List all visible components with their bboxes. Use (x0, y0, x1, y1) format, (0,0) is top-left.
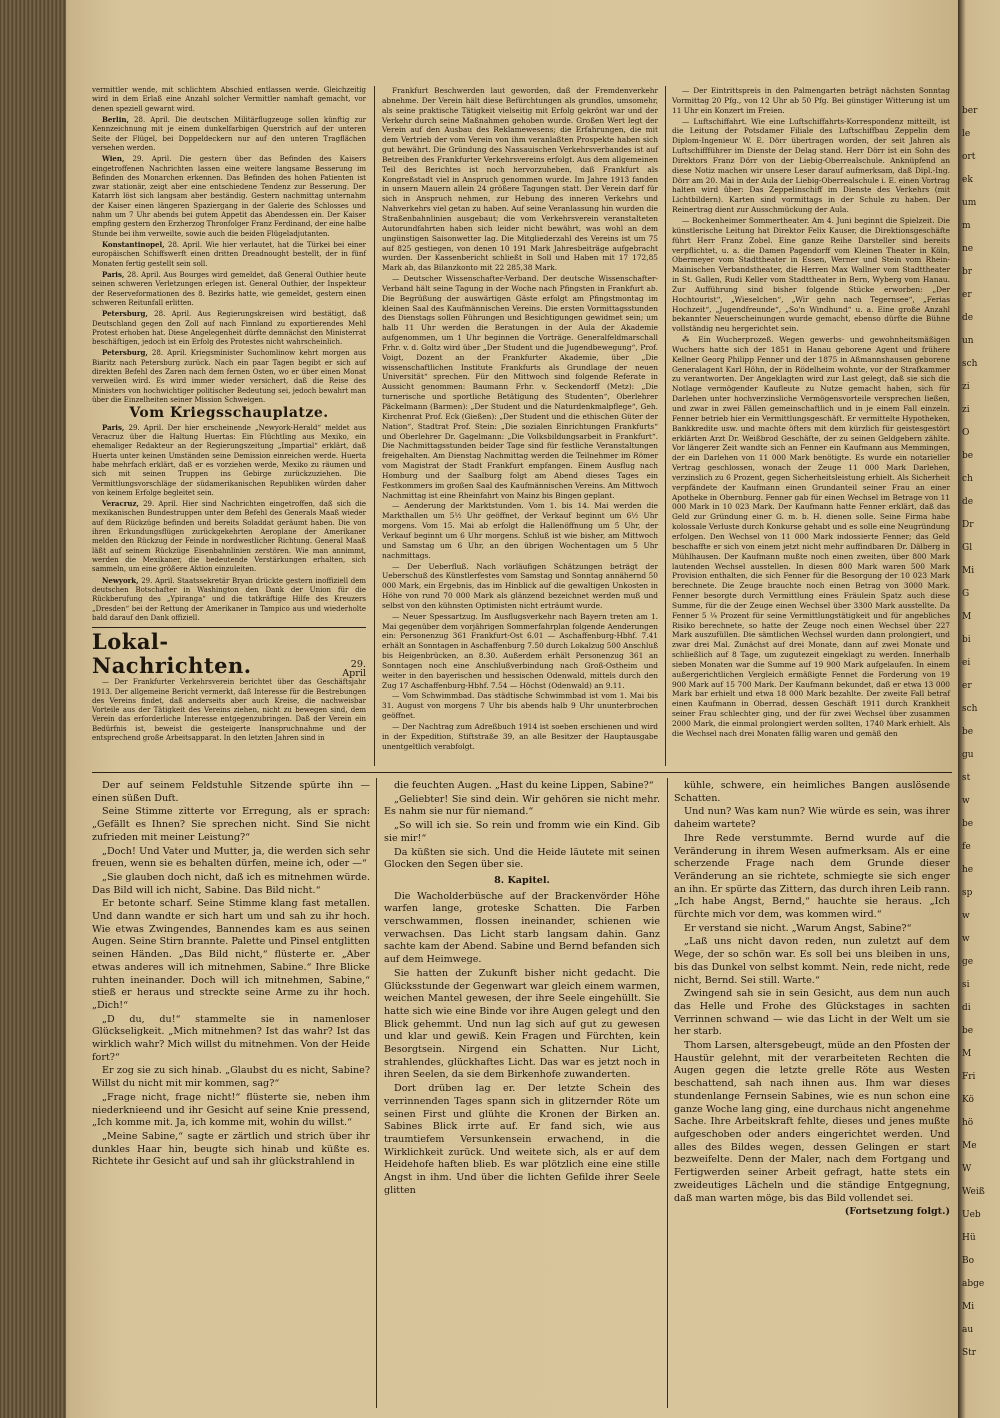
edge-fragment: w (962, 796, 970, 806)
edge-fragment: Dr (962, 520, 974, 530)
news-text: 28. April. Die deutschen Militärflugzeuge sollen künftig zur Kennzeichnung mit je einem dunkelfarbigen Querstrich auf der unteren Seite der Flügel, bei Doppeldeckern nur auf den unteren Tragflächen versehen werden. (92, 115, 366, 152)
news-text: 28. April. Wie hier verlautet, hat die Türkei bei einer europäischen Schiffswerft einen dritten Dreadnought bestellt, der in fünf Monaten fertig gestellt sein soll. (92, 241, 366, 268)
edge-fragment: he (962, 865, 974, 875)
news-text: 29. April. Der hier erscheinende „Newyork-Herald“ meldet aus Veracruz über die Haltung Huertas: Ein Flüchtling aus Mexiko, ein ehemaliger Redakteur an der Regierungszeitung „Impartial“ erklärt, daß Huerta unter keinen Umständen seine Demission einreichen werde. Huerta habe mehrfach erklärt, daß er es vorziehen werde, Mexiko zu räumen und sich mit seinen Truppen ins Gebirge zurückzuziehen. Die Vermittlungsvorschläge der südamerikanischen Republiken würden daher von keinem Erfolge begleitet sein. (92, 423, 366, 497)
edge-fragment: ei (962, 658, 971, 668)
edge-fragment: be (962, 727, 974, 737)
article-paragraph: — Aenderung der Marktstunden. Vom 1. bis 14. Mai werden die Markthallen um 5½ Uhr geöffnet, der Verkauf beginnt um 6½ Uhr morgens. Vom 15. Mai ab erfolgt die Hallenöffnung um 5 Uhr, der Verkauf beginnt um 6 Uhr morgens. Schluß ist wie bisher, am Mittwoch und Samstag um 6 Uhr, an den übrigen Wochentagen um 5 Uhr nachmittags. (382, 501, 658, 560)
news-items-telegrams (92, 86, 366, 405)
feuilleton-middle-part2 (384, 891, 660, 1198)
novel-paragraph: „Meine Sabine,“ sagte er zärtlich und strich über ihr dunkles Haar hin, beugte sich hinab und küßte es. Richtete ihr Gesicht auf und sah ihr glückstrahlend in (92, 1130, 370, 1168)
novel-paragraph: „Frage nicht, frage nicht!“ flüsterte sie, neben ihm niederknieend und ihr Gesicht auf seine Knie pressend, „Ich komme mit. Ja, ich komme mit, wohin du willst.“ (92, 1091, 370, 1129)
edge-fragment: au (962, 1325, 974, 1335)
feuilleton-right (674, 780, 950, 1219)
column-divider (374, 86, 375, 766)
feuilleton-left (92, 780, 370, 1170)
article-paragraph: — Der Nachtrag zum Adreßbuch 1914 ist soeben erschienen und wird in der Expedition, Stiftstraße 39, an alle Besitzer der Hauptausgabe unentgeltlich verabfolgt. (382, 722, 658, 751)
edge-fragment: be (962, 451, 974, 461)
edge-fragment: di (962, 1003, 971, 1013)
news-dateline: Petersburg, (102, 348, 148, 358)
novel-paragraph: Zwingend sah sie in sein Gesicht, aus dem nun auch das Helle und Frohe des Glückstages in sachten Verrinnen schwand — wie das Licht in der Welt um sie her starb. (674, 988, 950, 1038)
news-dateline: Wien, (102, 154, 125, 164)
news-text: 29. April. Staatssekretär Bryan drückte gestern inoffiziell dem deutschen Botschafter in Washington den Dank der Union für die Rückberufung des „Ypiranga“ und die tatkräftige Hilfe des Kreuzers „Dresden“ bei der Rettung der Amerikaner in Tampico aus und wiederholte bald darauf den Dank offiziell. (92, 576, 366, 622)
edge-fragment: Fri (962, 1072, 976, 1082)
edge-fragment: ch (962, 474, 973, 484)
column-divider (665, 86, 666, 766)
edge-fragment: st (962, 773, 971, 783)
novel-paragraph: Er betonte scharf. Seine Stimme klang fast metallen. Und dann wandte er sich hart um und sah zu ihr hoch. Wie etwas Zwingendes, Bannendes kam es aus seinen Augen. Seine Stirn brannte. Palette und Pinsel entglitten seinen Händen. „Das Bild nicht,“ flüsterte er. „Aber etwas anderes will ich mitnehmen, Sabine.“ Ihre Blicke ruhten ineinander. Doch will ich mitnehmen, Sabine,“ stieß er heraus und streckte seine Arme zu ihr hoch. „Dich!“ (92, 898, 370, 1011)
column-top-middle (382, 86, 658, 753)
article-paragraph: — Neuer Spessartzug. Im Ausflugsverkehr nach Bayern treten am 1. Mai gegenüber dem vorjährigen Sommerfahrplan folgende Aenderungen ein: Personenzug 361 Frankfurt-Ost 6.01 — Aschaffenburg-Hbhf. 7.41 erhält an Sonntagen in Aschaffenburg 7.50 durch Lokalzug 500 Anschluß bis Heigenbrücken, an 8.30. Außerdem erhält Personenzug 361 an Sonntagen noch eine Anschlußverbindung nach Groß-Ostheim und weiter in den bayerischen und hessischen Odenwald, mittels durch den Zug 17 Aschaffenburg-Hbhf. 7.54 — Höchst (Odenwald) an 9.11. (382, 611, 659, 690)
news-dateline: Newyork, (102, 575, 139, 585)
novel-paragraph: „Doch! Und Vater und Mutter, ja, die werden sich sehr freuen, wenn sie es behalten dürfen, meine ich, oder —“ (92, 845, 370, 870)
news-item (92, 270, 366, 308)
edge-fragment: abge (962, 1279, 985, 1289)
article-paragraph: — Vom Schwimmbad. Das städtische Schwimmbad ist vom 1. Mai bis 31. August von morgens 7 Uhr bis abends halb 9 Uhr ununterbrochen geöffnet. (382, 691, 658, 721)
edge-fragment: ge (962, 957, 974, 967)
edge-fragment: w (962, 934, 970, 944)
article-paragraph: — Bockenheimer Sommertheater. Am 4. Juni beginnt die Spielzeit. Die künstlerische Leitung hat Direktor Felix Kauser, die Direktionsgeschäfte führt Herr Franz Zobel. Eine ganze Reihe Darsteller sind bereits verpflichtet, u. a. die Damen Pagendorff vom Kleinen Theater in Köln, Obermeyer vom Stadttheater in Essen, Werner und Stein vom Rhein-Mainischen Verbandstheater, die Herren Max Wallner vom Stadttheater in St. Gallen, Rudi Keller vom Stadttheater in Bern, Wyberg vom Hanau. Zur Aufführung sind bisher folgende Stücke erworben: „Der Hochtourist“, „Wieselchen“, „Wir gehn nach Tegernsee“, „Ferias Hochzeit“, „Jugendfreunde“, „So'n Windhund“ u. a. Eine große Anzahl bekannter Neuerscheinungen wurde gemacht, ebenso dürfte die Bühne vollständig neu hergerichtet sein. (672, 215, 950, 334)
edge-fragment: sp (962, 888, 973, 898)
edge-fragment: er (962, 681, 972, 691)
edge-fragment: Me (962, 1141, 977, 1151)
novel-paragraph: Ihre Rede verstummte. Bernd wurde auf die Veränderung in ihrem Wesen aufmerksam. Als er eine scherzende Frage nach dem Grunde dieser Veränderung an sie richtete, schmiegte sie sich enger an ihn. Er spürte das Zittern, das durch ihren Leib rann. „Ich habe Angst, Bernd,“ hauchte sie heraus. „Ich fürchte mich vor dem, was kommen wird.“ (674, 832, 950, 921)
novel-paragraph: „Laß uns nicht davon reden, nun zuletzt auf dem Wege, der so schön war. Es soll bei uns bleiben in uns, bis das Dunkel von selbst kommt. Nein, rede nicht, rede nicht, Bernd. Sei still. Warte.“ (674, 936, 950, 986)
edge-fragment: sch (962, 704, 978, 714)
edge-fragment: gu (962, 750, 974, 760)
edge-fragment: br (962, 267, 973, 277)
news-item (92, 348, 366, 405)
edge-fragment: de (962, 313, 974, 323)
edge-fragment: be (962, 819, 974, 829)
article-paragraph: Frankfurt Beschwerden laut geworden, daß der Fremdenverkehr abnehme. Der Verein hält diese Befürchtungen als grundlos, umsomehr, als seine praktische Tätigkeit vielseitig mit Erfolg gekrönt war und der Verkehr durch seine Maßnahmen gehoben wurde. Großen Wert legt der Verein auf den Ausbau des Reklamewesens; die Erfahrungen, die mit dem Vertrieb der vom Verein von ihm veranlaßten Prospekte haben sich gut bewährt. Die Gründung des Nassauischen Verkehrsverbandes ist auf Betreiben des Frankfurter Verkehrsvereins erfolgt. Aus dem allgemeinen Teil des Berichtes ist noch hervorzuheben, daß Frankfurt als Kongreßstadt viel in Anspruch genommen wurde. Im Jahre 1913 fanden in unsern Mauern allein 24 größere Tagungen statt. Der Verein darf für sich in Anspruch nehmen, zur Hebung des inneren Verkehrs und Nahverkehrs viel getan zu haben. Auf seine Veranlassung hin wurden die Straßenbahnlinien ausgebaut; die vom Verkehrsverein veranstalteten Autorundfahrten haben sich leider nicht bewährt, was wohl an dem ungünstigen Saisonwetter lag. Die Mitgliederzahl des Vereins ist um 75 auf 825 gestiegen, von denen 10 191 Mark Jahresbeiträge aufgebracht wurden. Der Kassenbericht schließt in Soll und Haben mit 17 172,85 Mark ab, das Bilanzkonto mit 22 285,38 Mark. (382, 86, 658, 273)
novel-paragraph: Dort drüben lag er. Der letzte Schein des verrinnenden Tages spann sich in glitzernder Röte um seinen First und glühte die Kronen der Birken an. Sabines Blick irrte auf. Er fand sich, wie aus traumtiefem Versunkensein erwachend, in die Wirklichkeit zurück. Und weitete sich, als er auf dem Heidehofe haften blieb. Es war plötzlich eine eine stille Angst in ihm. Und über die lichten Gefilde ihrer Seele glitten (384, 1083, 660, 1196)
novel-paragraph: Er verstand sie nicht. „Warum Angst, Sabine?“ (684, 922, 912, 934)
edge-fragment: Mi (962, 1302, 975, 1312)
article-paragraph: — Der Eintrittspreis in den Palmengarten beträgt nächsten Sonntag Vormittag 20 Pfg., von 12 Uhr ab 50 Pfg. Bei günstiger Witterung ist um 11 Uhr ein Konzert im Freien. (672, 86, 950, 115)
edge-fragment: le (962, 129, 971, 139)
edge-fragment: ber (962, 106, 978, 116)
lokal-items (92, 678, 366, 743)
edge-fragment: de (962, 497, 974, 507)
edge-fragment: fe (962, 842, 971, 852)
war-heading: Vom Kriegsschauplatze. (129, 405, 329, 422)
news-item (92, 309, 366, 347)
feuilleton-middle-part1 (384, 780, 660, 872)
lokal-date: 29. April (342, 658, 366, 679)
feuilleton-middle (384, 780, 660, 1199)
book-binding (0, 0, 66, 1418)
edge-fragment: Hü (962, 1233, 976, 1243)
article-paragraph: — Der Ueberfluß. Nach vorläufigen Schätzungen beträgt der Ueberschuß des Künstlerfestes vom Samstag und Sonntag annähernd 50 000 Mark, ein Ergebnis, das im Hinblick auf die gewaltigen Unkosten in Höhe von rund 70 000 Mark als glänzend bezeichnet werden muß und selbst von den kühnsten Optimisten nicht erträumt wurde. (382, 561, 658, 610)
edge-fragment: er (962, 290, 972, 300)
column-top-left (92, 86, 366, 744)
news-item (92, 499, 366, 575)
news-item (92, 576, 366, 624)
novel-paragraph: Der auf seinem Feldstuhle Sitzende spürte ihn — einen süßen Duft. (92, 780, 370, 804)
edge-fragment: m (962, 221, 971, 231)
edge-fragment: Gl (962, 543, 973, 553)
news-dateline: Veracruz, (102, 499, 139, 509)
edge-fragment: Str (962, 1348, 977, 1358)
column-divider (376, 778, 377, 1408)
article-paragraph: ⁂ Ein Wucherprozeß. Wegen gewerbs- und gewohnheitsmäßigen Wuchers hatte sich der 1851 in Hanau geborene Agent und frühere Kellner Georg Philipp Fenner und der 1875 in Aßmannshausen geborene Generalagent Karl Höhn, der in Rödelheim wohnte, vor der Strafkammer zu verantworten. Der Angeklagten wird zur Last gelegt, daß sie sich die Notlage vermögender Kaufleute zu Nutze gemacht haben, sich für Darlehen unter hochverzinsliche Vermögensvorteile versprechen ließen, und zwar in zwei Fällen gemeinschaftlich und in je einem Fall einzeln. Fenner betrieb hier ein Vermittlungsgeschäft. Er vermittelte Hypotheken, Bankkredite usw. und machte öfters mit dem kürzlich für geistesgestört erklärten Arzt Dr. Weißbrod Geschäfte, der zu seinen Geldgebern zählte. Vor längerer Zeit wandte sich an Fenner ein Kaufmann aus Memmingen, der ein Darlehen von 11 000 Mark benötigte. Es wurde ein notarieller Vertrag geschlossen, wonach der Zeuge 11 000 Mark Darlehen, verzinslich zu 6 Prozent, gegen Sicherheitsleistung erhielt. Als Sicherheit verpfändete der Kaufmann einen Grundanteil seiner Frau an einer Apotheke in Obernburg. Fenner gab für einen Wechsel im Betrage von 11 000 Mark in 10 023 Mark. Der Kaufmann hatte Fenner erklärt, daß das Geld zur Gründung einer G. m. b. H. dienen solle. Seine Firma habe kolossale Verluste durch Konkurse gehabt und es solle eine Neugründung erfolgen. Den Wechsel von 11 000 Mark indossierte Fenner; das Geld beschaffte er sich von einem jetzt nicht mehr auffindbaren Dr. Dälberg in Mühlhausen. Der Kaufmann mußte noch einen zweiten, über 800 Mark lautenden Wechsel ausstellen. In diesen 800 Mark waren 500 Mark Provision enthalten, die sich Fenner für die Besorgung der 10 023 Mark berechnete. Die Zeuge brauchte noch einen Betrag von 3000 Mark. Fenner besorgte durch Vermittlung eines Fräulein Spatz auch diese Summe, für die der Zeuge einen Wechsel über 3300 Mark ausstellte. Da Fenner 5 ¼ Prozent für seine Vermittlungstätigkeit und für angebliches Risiko berechnete, so hatte der Zeuge noch einen Wechsel über 227 Mark auszufüllen. Die sämtlichen Wechsel wurden dann prolongiert, und zwar drei Mal. Zunächst auf drei Monate, dann auf zwei Monate und schließlich auf 8 Tage, um zugutezeit eingeklagt zu werden. Innerhalb sieben Monaten war die Summe auf 19 900 Mark aufgelaufen. In einem außergerichtlichen Vergleich ermäßigte Fennet die Forderung von 19 900 Mark auf 15 700 Mark. Der Kaufmann bekundet, daß er etwa 13 000 Mark bar erhielt und etwa 18 000 Mark bezahlte. Der zweite Fall betraf einen Kaufmann in Oberrad, dessen Geschäft 1911 durch Krankheit seiner Frau schlechter ging, und der für zwei Wechsel über zusammen 2000 Mark, die einmal prolongiert werden sollten, 1740 Mark erhielt. Als die Wechsel nach drei Monaten fällig waren und gemäß den (672, 335, 950, 738)
edge-fragment: W (962, 1164, 972, 1174)
edge-fragment: si (962, 980, 970, 990)
article-paragraph: — Luftschiffahrt. Wie eine Luftschiffahrts-Korrespondenz mitteilt, ist die Leitung der Potsdamer Filiale des Luftschiffbau Zeppelin dem Diplom-Ingenieur W. E. Dörr übertragen worden, der seit Jahren als Luftschiffführer im Dienste der Delag stand. Herr Dörr ist ein Sohn des Direktors Franz Dörr von der Liebig-Oberrealschule. Anknüpfend an diese Notiz machen wir unsere Leser darauf aufmerksam, daß Dipl.-Ing. Dörr am 20. Mai in der Aula der Liebig-Oberrealschule i. E. einen Vortrag halten wird über: Das Zeppelinschiff im Dienste des Verkehrs (mit Lichtbildern). Karten sind vormittags in der Schule zu haben. Der Reinertrag dient zur Ausschmückung der Aula. (672, 116, 950, 215)
edge-fragment: be (962, 1026, 974, 1036)
novel-paragraph: „Sie glauben doch nicht, daß ich es mitnehmen würde. Das Bild will ich nicht, Sabine. Das Bild nicht.“ (92, 871, 370, 896)
lokal-heading: Lokal-Nachrichten. (92, 629, 252, 679)
novel-paragraph: Die Wacholderbüsche auf der Brackenvörder Höhe warfen lange, groteske Schatten. Die Farben verschwammen, flossen ineinander, schienen wie verwachsen. Das Licht starb langsam dahin. Ganz sachte kam der Abend. Sabine und Bernd befanden sich auf dem Heimwege. (384, 890, 660, 966)
news-text: 28. April. Aus Regierungskreisen wird bestätigt, daß Deutschland gegen den Zoll auf nach Finnland zu exportierendes Mehl Protest erhoben hat. Diese Angelegenheit dürfte demnächst den Ministerrat beschäftigen, jedoch ist ein Erfolg des Protestes nicht wahrscheinlich. (92, 310, 366, 347)
novel-paragraph: die feuchten Augen. „Hast du keine Lippen, Sabine?“ (394, 780, 654, 791)
news-item (92, 423, 366, 499)
news-dateline: Petersburg, (102, 309, 148, 319)
news-text: 29. April. Hier sind Nachrichten eingetroffen, daß sich die mexikanischen Bundestruppen unter dem Befehl des Generals Maaß wieder auf dem Rückzüge befinden und bereits Soladdat geräumt haben. Die von ihren Erkundungsflügen zurückgekehrten Aeroplane der Amerikaner melden den Rückzug der Feinde in nordwestlicher Richtung. General Maaß läßt auf seinem Rückzüge Eisenbahnlinien zerstören. Wie man annimmt, werden die Mexikaner, die bedeutende Verstärkungen erhalten, sich sammeln, um eine größere Aktion einzuleiten. (92, 500, 366, 574)
war-news-items (92, 423, 366, 624)
next-page-fragments (962, 100, 1000, 1400)
edge-fragment: Ueb (962, 1210, 981, 1220)
edge-fragment: um (962, 198, 977, 208)
news-item (92, 240, 366, 269)
novel-paragraph: Thom Larsen, altersgebeugt, müde an den Pfosten der Haustür gelehnt, mit der verarbeiteten Rechten die Augen gegen die letzte grelle Röte aus Westen beschattend, sah nach ihnen aus. Ihm war dieses stundenlange Fernsein Sabines, wie es nun schon eine ganze Woche lang ging, eine durchaus nicht angenehme Sache. Ihre Arbeitskraft fehlte, dieses und jenes mußte aufgeschoben oder anders eingerichtet werden. Und alles des Bildes wegen, dessen Gelingen er start bezweifelte. Denn der Maler, nach dem Fortgang und Fertigwerden seiner Arbeit gefragt, hatte stets ein zweideutiges Lächeln und die ständige Entgegnung, daß man warten möge, bis das Bild vollendet sei. (674, 1040, 950, 1204)
news-text: vermittler wende, mit schlichtem Abschied entlassen werde. Gleichzeitig wird in dem Erlaß eine Anzahl solcher Vermittler namhaft gemacht, vor denen speziell gewarnt wird. (92, 86, 366, 113)
news-dateline: Paris, (102, 269, 125, 279)
edge-fragment: sch (962, 359, 978, 369)
edge-fragment: zi (962, 382, 970, 392)
edge-fragment: zi (962, 405, 970, 415)
novel-paragraph: „Geliebter! Sie sind dein. Wir gehören sie nicht mehr. Es nahm sie nur für niemand.“ (384, 793, 660, 818)
edge-fragment: Mi (962, 566, 975, 576)
edge-fragment: w (962, 911, 970, 921)
lokal-paragraph: — Der Frankfurter Verkehrsverein berichtet über das Geschäftsjahr 1913. Der allgemeine Bericht vermerkt, daß Interesse für die Bestrebungen des Vereins findet, daß anderseits aber auch Kreise, die nachweisbar Vorteile aus der Tätigkeit des Vereins ziehen, nicht zu bewegen sind, dem Verein das erforderliche Interesse entgegenzubringen. Daß der Verein ein Bedürfnis ist, beweist die gesteigerte Inanspruchnahme und der entsprechend große Arbeitsapparat. In den letzten Jahren sind in (92, 678, 366, 743)
edge-fragment: Weiß (962, 1187, 985, 1197)
article-paragraph: — Deutscher Wissenschafter-Verband. Der deutsche Wissenschafter-Verband hält seine Tagung in der Woche nach Pfingsten in Frankfurt ab. Die Begrüßung der auswärtigen Gäste erfolgt am Pfingstmontag im kleinen Saal des Kaufmännischen Vereins. Die ersten Vormittagsstunden des Dienstags sollen Führungen und Besichtigungen gewidmet sein; um halb 11 Uhr werden die Beratungen in der Aula der Akademie aufgenommen, um 1 Uhr beginnen die Vorträge. Generalfeldmarschall Frhr. v. d. Goltz wird über „Der Student und die Jugendbewegung“, Prof. Voigt, Dozent an der Frankfurter Akademie, über „Die wissenschaftlichen Institute Frankfurts als Grundlage der neuen Universität“ sprechen. Für den Mittwoch sind folgende Referate in Aussicht genommen: Baumann Frhr. v. Seckendorff (Metz): „Die turnerische und sportliche Betätigung des Studenten“, Oberlehrer Päckelmann (Barmen): „Der Student und die Naturdenkmalpflege“, Geh. Kirchenrat Prof. Eck (Gießen): „Der Student und die ethischen Güter der Nation“, Stadtrat Prof. Stein: „Die sozialen Einrichtungen Frankfurts“ und Oberlehrer Dr. Gagelmann: „Die Volksbildungsarbeit in Frankfurt“. Die Nachmittagsstunden beider Tage sind für festliche Veranstaltungen freigehalten. Am Dienstag Nachmittag werden die Teilnehmer im Römer vom Magistrat der Stadt Frankfurt empfangen. Einem Ausflug nach Homburg und der Saalburg folgt am Abend dieses Tages ein Festkommers im großen Saal des Kaufmännischen Vereins. Am Mittwoch Nachmittag ist eine Rheinfahrt von Mainz bis Bingen geplant. (382, 274, 658, 500)
news-text: 29. April. Die gestern über das Befinden des Kaisers eingetroffenen Nachrichten lassen eine weitere langsame Besserung im Befinden des Monarchen erkennen. Das Befinden des hohen Patienten ist zwar stationär, zeigt aber eine entschiedene Tendenz zur Besserung. Der Katarrh löst sich langsam aber beständig. Gestern nachmittag unternahm der Kaiser einen längeren Spaziergang in der Galerie des Schlosses und nahm um 7 Uhr abends bei gutem Appetit das Abendessen ein. Der Kaiser empfing gestern den Erzherzog Thronfolger Franz Ferdinand, der eine halbe Stunde bei ihm verweilte, sowie auch die beiden Flügeladjutanten. (92, 155, 367, 238)
novel-paragraph: Er zog sie zu sich hinab. „Glaubst du es nicht, Sabine? Willst du nicht mit mir kommen, sag?“ (92, 1065, 370, 1090)
edge-fragment: O (962, 428, 970, 438)
novel-paragraph: „So will ich sie. So rein und fromm wie ein Kind. Gib sie mir!“ (384, 820, 660, 844)
feuilleton-rule (92, 772, 952, 773)
novel-paragraph: Sie hatten der Zukunft bisher nicht gedacht. Die Glücksstunde der Gegenwart war gleich einem warmen, weichen Mantel gewesen, der ihre Seele eingehüllt. Sie hatte sich wie eine Binde vor ihre Augen gelegt und den Blick gehemmt. Und nun lag sich auf gut zu gewesen und klar und gewiß. Kein Fragen und Fürchten, kein Besorgtsein. Nirgend ein Schatten. Nur Licht, strahlendes, glückhaftes Licht. Das war es jetzt noch in ihren Seelen, da sie dem Birkenhofe zuwanderten. (384, 967, 660, 1081)
column-divider (667, 778, 668, 1408)
section-rule (92, 627, 366, 628)
column-top-right (672, 86, 950, 740)
edge-fragment: ek (962, 175, 973, 185)
continuation-note: (Fortsetzung folgt.) (844, 1206, 950, 1218)
lokal-header (92, 630, 366, 678)
edge-fragment: Bo (962, 1256, 975, 1266)
news-item (92, 154, 366, 239)
edge-fragment: G (962, 589, 970, 599)
edge-fragment: un (962, 336, 974, 346)
edge-fragment: Kö (962, 1095, 974, 1105)
edge-fragment: bi (962, 635, 971, 645)
news-item (92, 115, 366, 153)
edge-fragment: ort (962, 152, 976, 162)
chapter-heading: 8. Kapitel. (494, 874, 550, 886)
novel-paragraph: „D du, du!“ stammelte sie in namenloser Glückseligkeit. „Mich mitnehmen? Ist das wahr? Ist das wirklich wahr? Mich willst du mitnehmen. Von der Heide fort?“ (92, 1013, 370, 1063)
news-item (92, 86, 366, 114)
edge-fragment: M (962, 612, 972, 622)
novel-paragraph: Und nun? Was kam nun? Wie würde es sein, was ihrer daheim wartete? (674, 806, 950, 831)
news-text: 28. April. Kriegsminister Suchomlinow kehrt morgen aus Biaritz nach Petersburg zurück. Nach ein paar Tagen begibt er sich auf direkten Befehl des Zaren nach dem fernen Osten, wo er über einen Monat verweilen wird. Es wird immer wieder versichert, daß die Reise des Ministers von hochwichtiger politischer Bedeutung sei, jedoch bewahrt man über die Einzelheiten seiner Mission Schweigen. (92, 349, 366, 404)
novel-paragraph: Seine Stimme zitterte vor Erregung, als er sprach: „Gefällt es Ihnen? Sie sprechen nicht. Sind Sie nicht zufrieden mit meiner Leistung?“ (92, 806, 370, 843)
news-text: 28. April. Aus Bourges wird gemeldet, daß General Outhier heute seinen schweren Verletzungen erlegen ist. General Outhier, der Inspekteur der Reserveformationen des 8. Bezirks hatte, wie gemeldet, gestern einen schweren Reitunfall erlitten. (92, 270, 366, 307)
edge-fragment: M (962, 1049, 972, 1059)
edge-fragment: ne (962, 244, 974, 254)
edge-fragment: hö (962, 1118, 974, 1128)
news-dateline: Berlin, (102, 114, 129, 124)
novel-paragraph: Da küßten sie sich. Und die Heide läutete mit seinen Glocken den Segen über sie. (384, 846, 660, 871)
novel-paragraph: kühle, schwere, ein heimliches Bangen auslösende Schatten. (674, 780, 950, 804)
news-dateline: Konstantinopel, (102, 240, 165, 249)
feuilleton-right-items (674, 780, 950, 1205)
news-dateline: Paris, (102, 422, 125, 432)
